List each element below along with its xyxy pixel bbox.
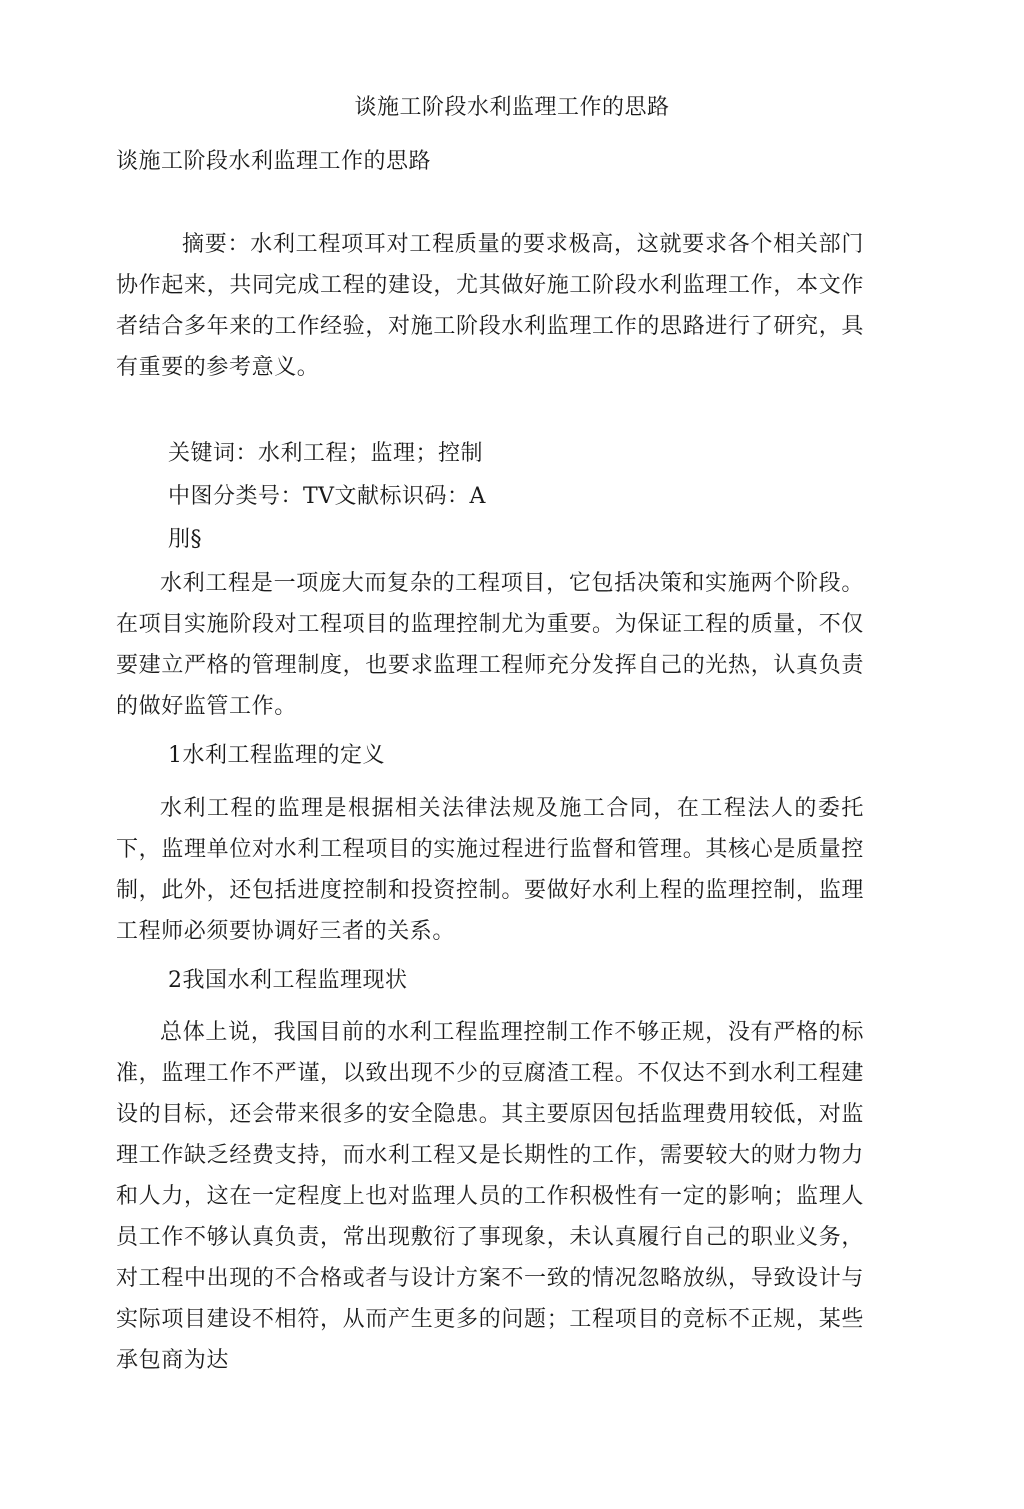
section2-paragraph: 总体上说，我国目前的水利工程监理控制工作不够正规，没有严格的标准，监理工作不严谨，以致出现不少的豆腐渣工程。不仅达不到水利工程建设的目标，还会带来很多的安全隐患。其主要原因包括监理费用较低，对监理工作缺乏经费支持，而水利工程又是长期性的工作，需要较大的财力物力和人力，这在一定程度上也对监理人员的工作积极性有一定的影响；监理人员工作不够认真负责，常出现敷衍了事现象，未认真履行自己的职业义务，对工程中出现的不合格或者与设计方案不一致的情况忽略放纵，导致设计与实际项目建设不相符，从而产生更多的问题；工程项目的竞标不正规，某些承包商为达 xyxy=(116,1020,864,1373)
section2-heading: 2我国水利工程监理现状 xyxy=(168,968,408,993)
document-title: 谈施工阶段水利监理工作的思路 xyxy=(354,95,670,120)
intro-paragraph: 水利工程是一项庞大而复杂的工程项目，它包括决策和实施两个阶段。在项目实施阶段对工程项目的监理控制尤为重要。为保证工程的质量，不仅要建立严格的管理制度，也要求监理工程师充分发挥自己的光热，认真负责的做好监管工作。 xyxy=(116,571,864,719)
abstract-paragraph: 摘要：水利工程项耳对工程质量的要求极高，这就要求各个相关部门协作起来，共同完成工程的建设，尤其做好施工阶段水利监理工作，本文作者结合多年来的工作经验，对施工阶段水利监理工作的思路进行了研究，具有重要的参考意义。 xyxy=(116,232,864,380)
keywords-line: 关键词：水利工程；监理；控制 xyxy=(168,441,484,466)
section1-heading: 1水利工程监理的定义 xyxy=(168,743,385,768)
preface-heading: 刖§ xyxy=(168,527,203,552)
document-subtitle: 谈施工阶段水利监理工作的思路 xyxy=(116,149,432,174)
section1-paragraph: 水利工程的监理是根据相关法律法规及施工合同，在工程法人的委托下，监理单位对水利工程项目的实施过程进行监督和管理。其核心是质量控制，此外，还包括进度控制和投资控制。要做好水利上程的监理控制，监理工程师必须要协调好三者的关系。 xyxy=(116,796,864,944)
classification-line: 中图分类号：TV文献标识码：A xyxy=(168,484,486,509)
